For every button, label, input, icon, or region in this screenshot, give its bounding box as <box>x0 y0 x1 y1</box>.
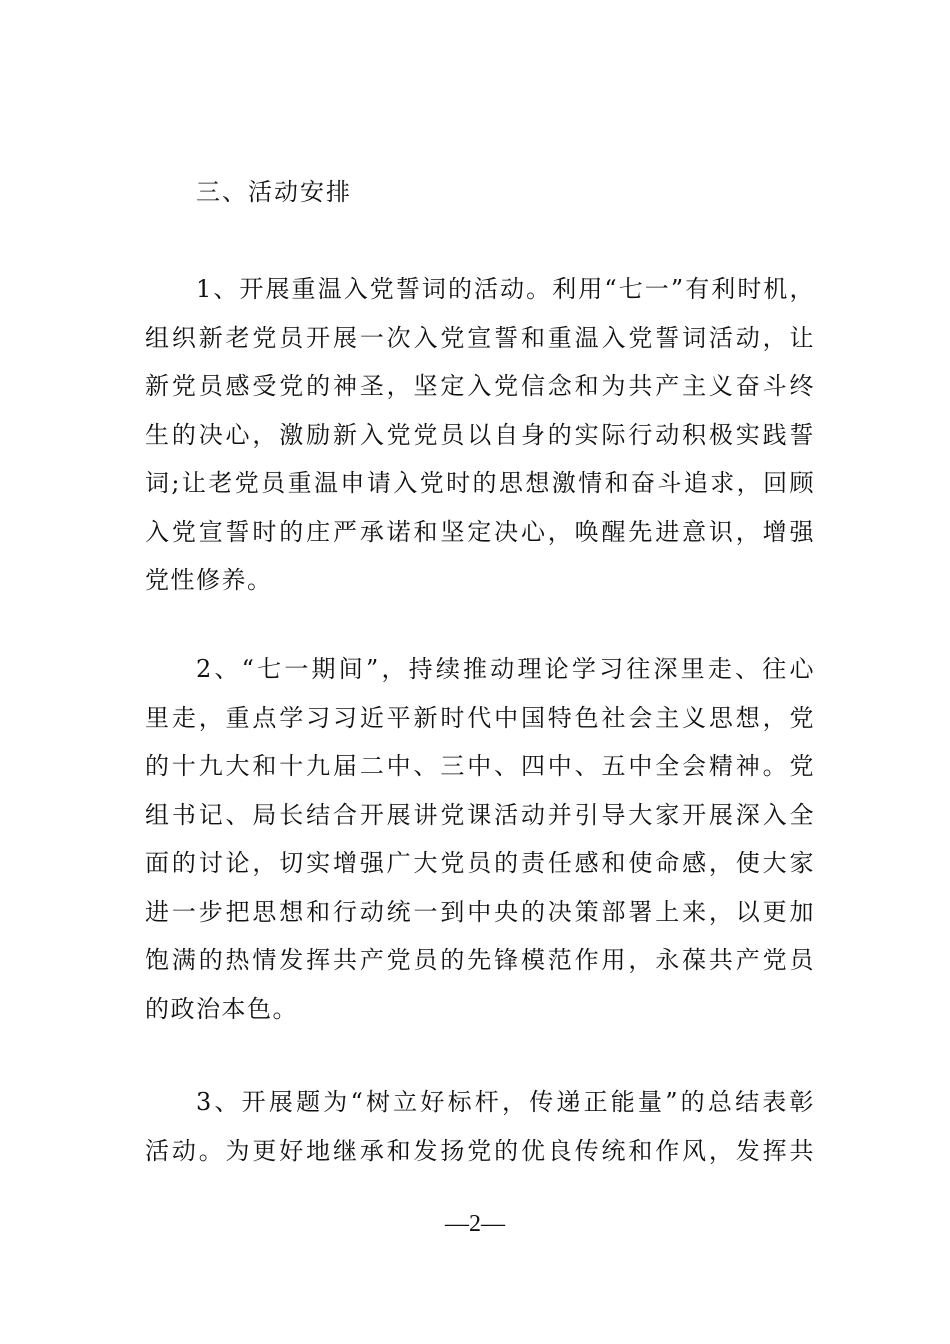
page-number: —2— <box>445 1211 505 1237</box>
paragraph-1 <box>145 265 815 605</box>
paragraph-line: 进一步把思想和行动统一到中央的决策部署上来，以更加 <box>145 897 815 926</box>
paragraph-line: 入党宣誓时的庄严承诺和坚定决心，唤醒先进意识，增强 <box>145 517 815 546</box>
paragraph-line: 2、“七一期间”，持续推动理论学习往深里走、往心 <box>196 655 815 683</box>
paragraph-line: 面的讨论，切实增强广大党员的责任感和使命感，使大家 <box>145 849 815 877</box>
paragraph-line: 饱满的热情发挥共产党员的先锋模范作用，永葆共产党员 <box>145 946 815 974</box>
paragraph-3 <box>145 1078 815 1175</box>
paragraph-2 <box>145 645 815 1033</box>
paragraph-line: 组书记、局长结合开展讲党课活动并引导大家开展深入全 <box>145 800 815 829</box>
paragraph-line: 的十九大和十九届二中、三中、四中、五中全会精神。党 <box>145 752 815 780</box>
paragraph-line: 新党员感受党的神圣，坚定入党信念和为共产主义奋斗终 <box>145 372 815 400</box>
paragraph-line: 3、开展题为“树立好标杆，传递正能量”的总结表彰 <box>196 1088 815 1116</box>
paragraph-line: 1、开展重温入党誓词的活动。利用“七一”有利时机， <box>196 275 815 303</box>
paragraph-line: 活动。为更好地继承和发扬党的优良传统和作风，发挥共 <box>145 1136 815 1165</box>
section-heading: 三、活动安排 <box>196 178 352 206</box>
paragraph-line: 党性修养。 <box>145 566 273 594</box>
paragraph-line: 里走，重点学习习近平新时代中国特色社会主义思想，党 <box>145 703 815 732</box>
paragraph-line: 组织新老党员开展一次入党宣誓和重温入党誓词活动，让 <box>145 323 815 352</box>
paragraph-line: 生的决心，激励新入党党员以自身的实际行动积极实践誓 <box>145 420 815 449</box>
paragraph-line: 的政治本色。 <box>145 994 298 1023</box>
paragraph-line: 词;让老党员重温申请入党时的思想激情和奋斗追求，回顾 <box>145 469 815 497</box>
